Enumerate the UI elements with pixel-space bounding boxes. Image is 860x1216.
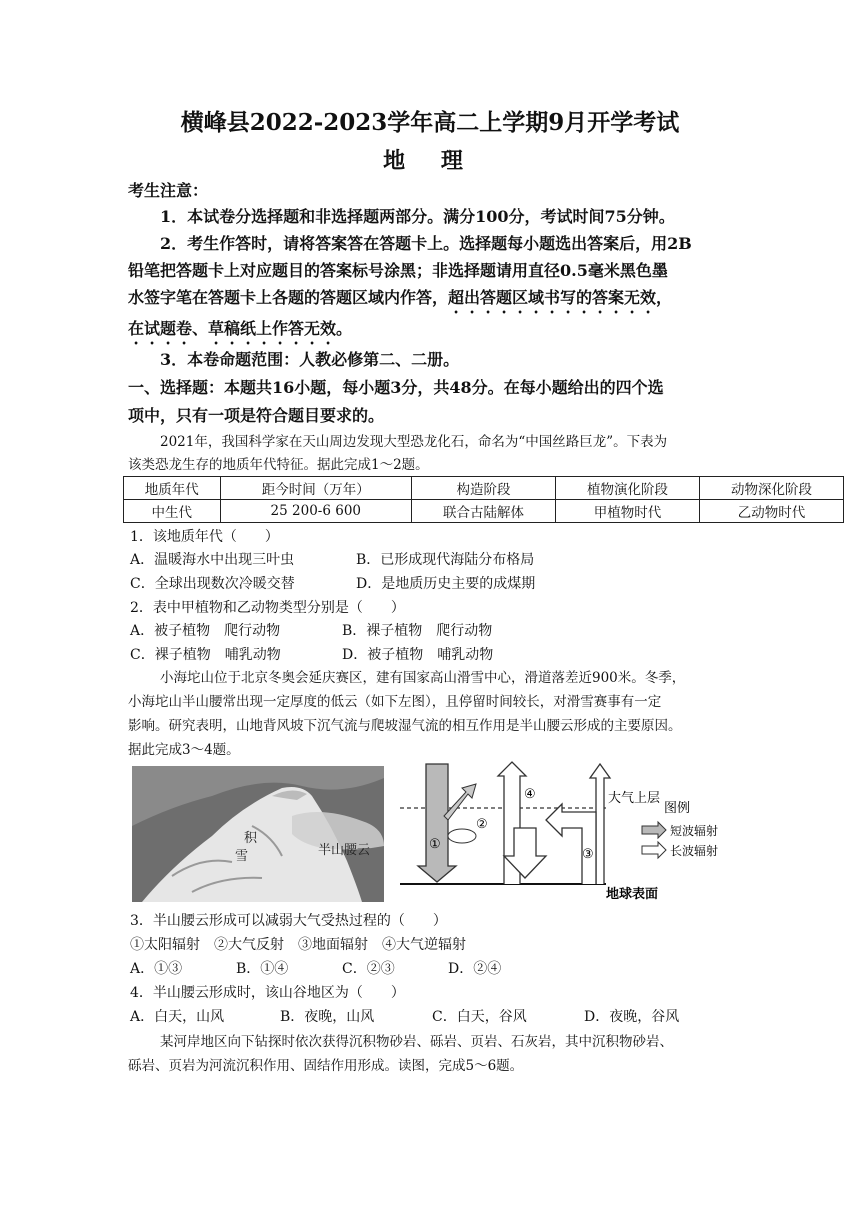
notice-item-2-line-4-end: 。	[336, 319, 353, 338]
section-1-line-1: 一、选择题：本题共16小题，每小题3分，共48分。在每小题给出的四个选	[128, 378, 664, 397]
legend-short-wave: 短波辐射	[670, 824, 719, 838]
atmospheric-heating-diagram	[396, 758, 719, 902]
passage-2-line-4: 据此完成3～4题。	[128, 742, 240, 758]
table-header-row	[124, 477, 844, 500]
mark-4: ④	[524, 787, 536, 802]
legend-long-wave: 长波辐射	[670, 844, 719, 858]
q1-option-c: C．全球出现数次冷暖交替	[130, 576, 295, 592]
solar-radiation-arrow	[418, 764, 456, 882]
notice-item-2-line-3-emphasis: 超出答题区域书写的答案无效，	[448, 288, 673, 307]
notice-item-1: 1．本试卷分选择题和非选择题两部分。满分100分，考试时间75分钟。	[160, 207, 675, 226]
passage-2-line-1: 小海坨山位于北京冬奥会延庆赛区，建有国家高山滑雪中心，滑道落差近900米。冬季，	[160, 670, 686, 686]
table-cell: 乙动物时代	[699, 500, 843, 523]
cloud-icon	[448, 829, 476, 843]
q3-option-b: B．①④	[236, 961, 289, 977]
table-cell: 甲植物时代	[555, 500, 699, 523]
table-header-cell: 植物演化阶段	[555, 477, 699, 500]
q4-stem: 4．半山腰云形成时，该山谷地区为（ ）	[130, 985, 405, 1001]
mark-1: ①	[429, 837, 441, 852]
table-cell: 中生代	[124, 500, 221, 523]
geologic-era-table	[123, 476, 844, 523]
passage-1-line-1: 2021年，我国科学家在天山周边发现大型恐龙化石，命名为“中国丝路巨龙”。下表为	[160, 434, 668, 450]
passage-3-line-1: 某河岸地区向下钻探时依次获得沉积物砂岩、砾岩、页岩、石灰岩，其中沉积物砂岩、	[160, 1034, 673, 1050]
notice-item-3: 3．本卷命题范围：人教必修第二、二册。	[160, 350, 460, 369]
notice-item-2-line-3-plain: 水签字笔在答题卡上各题的答题区域内作答，	[128, 288, 449, 307]
q1-stem: 1．该地质年代（ ）	[130, 529, 279, 545]
q3-option-c: C．②③	[342, 961, 395, 977]
notice-item-2-line-2: 铅笔把答题卡上对应题目的答案标号涂黑；非选择题请用直径0.5毫米黑色墨	[128, 261, 668, 280]
table-header-cell: 动物深化阶段	[699, 477, 843, 500]
passage-2-line-2: 小海坨山半山腰常出现一定厚度的低云（如下左图），且停留时间较长，对滑雪赛事有一定	[128, 694, 662, 710]
table-header-cell: 构造阶段	[411, 477, 555, 500]
notice-item-2-line-3	[128, 288, 672, 317]
short-wave-legend-icon	[642, 822, 666, 838]
q4-option-b: B．夜晚，山风	[280, 1009, 375, 1025]
q4-option-a: A．白天，山风	[130, 1009, 225, 1025]
q1-option-b: B．已形成现代海陆分布格局	[356, 552, 535, 568]
table-cell: 联合古陆解体	[411, 500, 555, 523]
subject-title: 地 理	[383, 148, 477, 174]
q2-option-a: A．被子植物 爬行动物	[130, 623, 281, 639]
passage-2-line-3: 影响。研究表明，山地背风坡下沉气流与爬坡湿气流的相互作用是半山腰云形成的主要原因。	[128, 718, 682, 734]
snow-label-1: 积	[244, 831, 258, 846]
q3-stem: 3．半山腰云形成可以减弱大气受热过程的（ ）	[130, 913, 447, 929]
q3-choices: ①太阳辐射 ②大气反射 ③地面辐射 ④大气逆辐射	[130, 937, 466, 953]
mountain-cloud-photo	[132, 766, 384, 902]
ground-surface-label: 地球表面	[606, 887, 659, 902]
notice-item-2-line-4	[128, 319, 352, 348]
table-cell: 25 200-6 600	[220, 500, 411, 523]
q2-option-b: B．裸子植物 爬行动物	[342, 623, 493, 639]
notice-heading: 考生注意：	[128, 181, 209, 200]
cloud-label: 半山腰云	[318, 843, 371, 858]
table-row	[124, 500, 844, 523]
q3-option-d: D．②④	[448, 961, 502, 977]
q2-option-d: D．被子植物 哺乳动物	[342, 647, 494, 663]
exam-title: 横峰县2022-2023学年高二上学期9月开学考试	[180, 109, 680, 136]
q4-option-c: C．白天，谷风	[432, 1009, 527, 1025]
table-header-cell: 距今时间（万年）	[220, 477, 411, 500]
q2-stem: 2．表中甲植物和乙动物类型分别是（ ）	[130, 600, 405, 616]
table-header-cell: 地质年代	[124, 477, 221, 500]
q3-option-a: A．①③	[130, 961, 183, 977]
q1-option-a: A．温暖海水中出现三叶虫	[130, 552, 295, 568]
section-1-line-2: 项中，只有一项是符合题目要求的。	[128, 406, 385, 425]
passage-1-line-2: 该类恐龙生存的地质年代特征。据此完成1～2题。	[128, 457, 429, 473]
snow-label-2: 雪	[235, 849, 249, 864]
q2-option-c: C．裸子植物 哺乳动物	[130, 647, 281, 663]
upper-atmosphere-label: 大气上层	[608, 791, 661, 806]
mark-2: ②	[476, 817, 488, 832]
notice-item-2-line-1: 2．考生作答时，请将答案答在答题卡上。选择题每小题选出答案后，用2B	[160, 234, 692, 253]
legend-title: 图例	[664, 801, 691, 816]
long-wave-legend-icon	[642, 842, 666, 858]
radiation-return-arrow	[546, 804, 596, 884]
reflection-arrow	[444, 784, 476, 820]
q4-option-d: D．夜晚，谷风	[584, 1009, 680, 1025]
notice-item-2-line-4-emphasis: 在试题卷、草稿纸上作答无效	[128, 319, 337, 338]
mark-3: ③	[582, 847, 594, 862]
q1-option-d: D．是地质历史主要的成煤期	[356, 576, 536, 592]
passage-3-line-2: 砾岩、页岩为河流沉积作用、固结作用形成。读图，完成5～6题。	[128, 1058, 524, 1074]
